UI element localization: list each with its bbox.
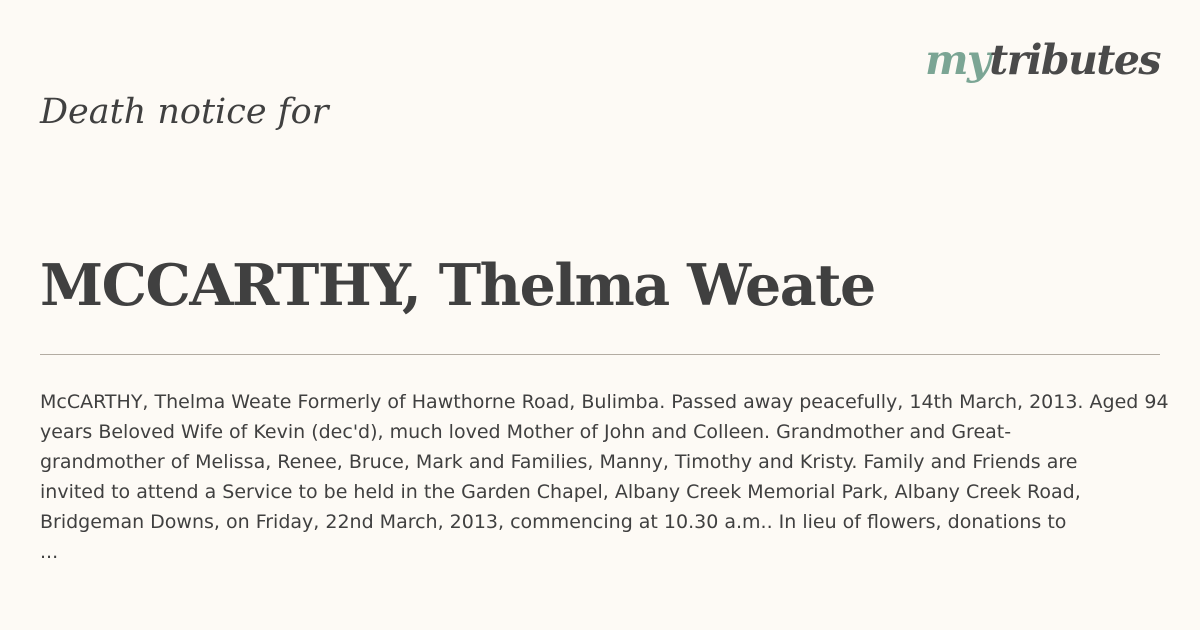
notice-kicker: Death notice for — [40, 92, 329, 132]
mytributes-logo[interactable] — [925, 34, 1160, 86]
section-divider — [40, 354, 1160, 355]
logo-prefix: my — [925, 36, 990, 84]
logo-suffix: tributes — [989, 36, 1160, 84]
notice-text: McCARTHY, Thelma Weate Formerly of Hawthorne Road, Bulimba. Passed away peacefully, 14th March, 2013. Aged 94 years Beloved Wife of Kevin (dec'd), much loved Mother of John and Colleen. Grandmother and Great- grandmother of Melissa, Renee, Bruce, Mark and Families, Manny, Timothy and Kristy. Family and Friends are invited to attend a Service to be held in the Garden Chapel, Albany Creek Memorial Park, Albany Creek Road, Bridgeman Downs, on Friday, 22nd March, 2013, commencing at 10.30 a.m.. In lieu of flowers, donations to ... — [40, 391, 1169, 563]
deceased-name: MCCARTHY, Thelma Weate — [40, 252, 875, 320]
